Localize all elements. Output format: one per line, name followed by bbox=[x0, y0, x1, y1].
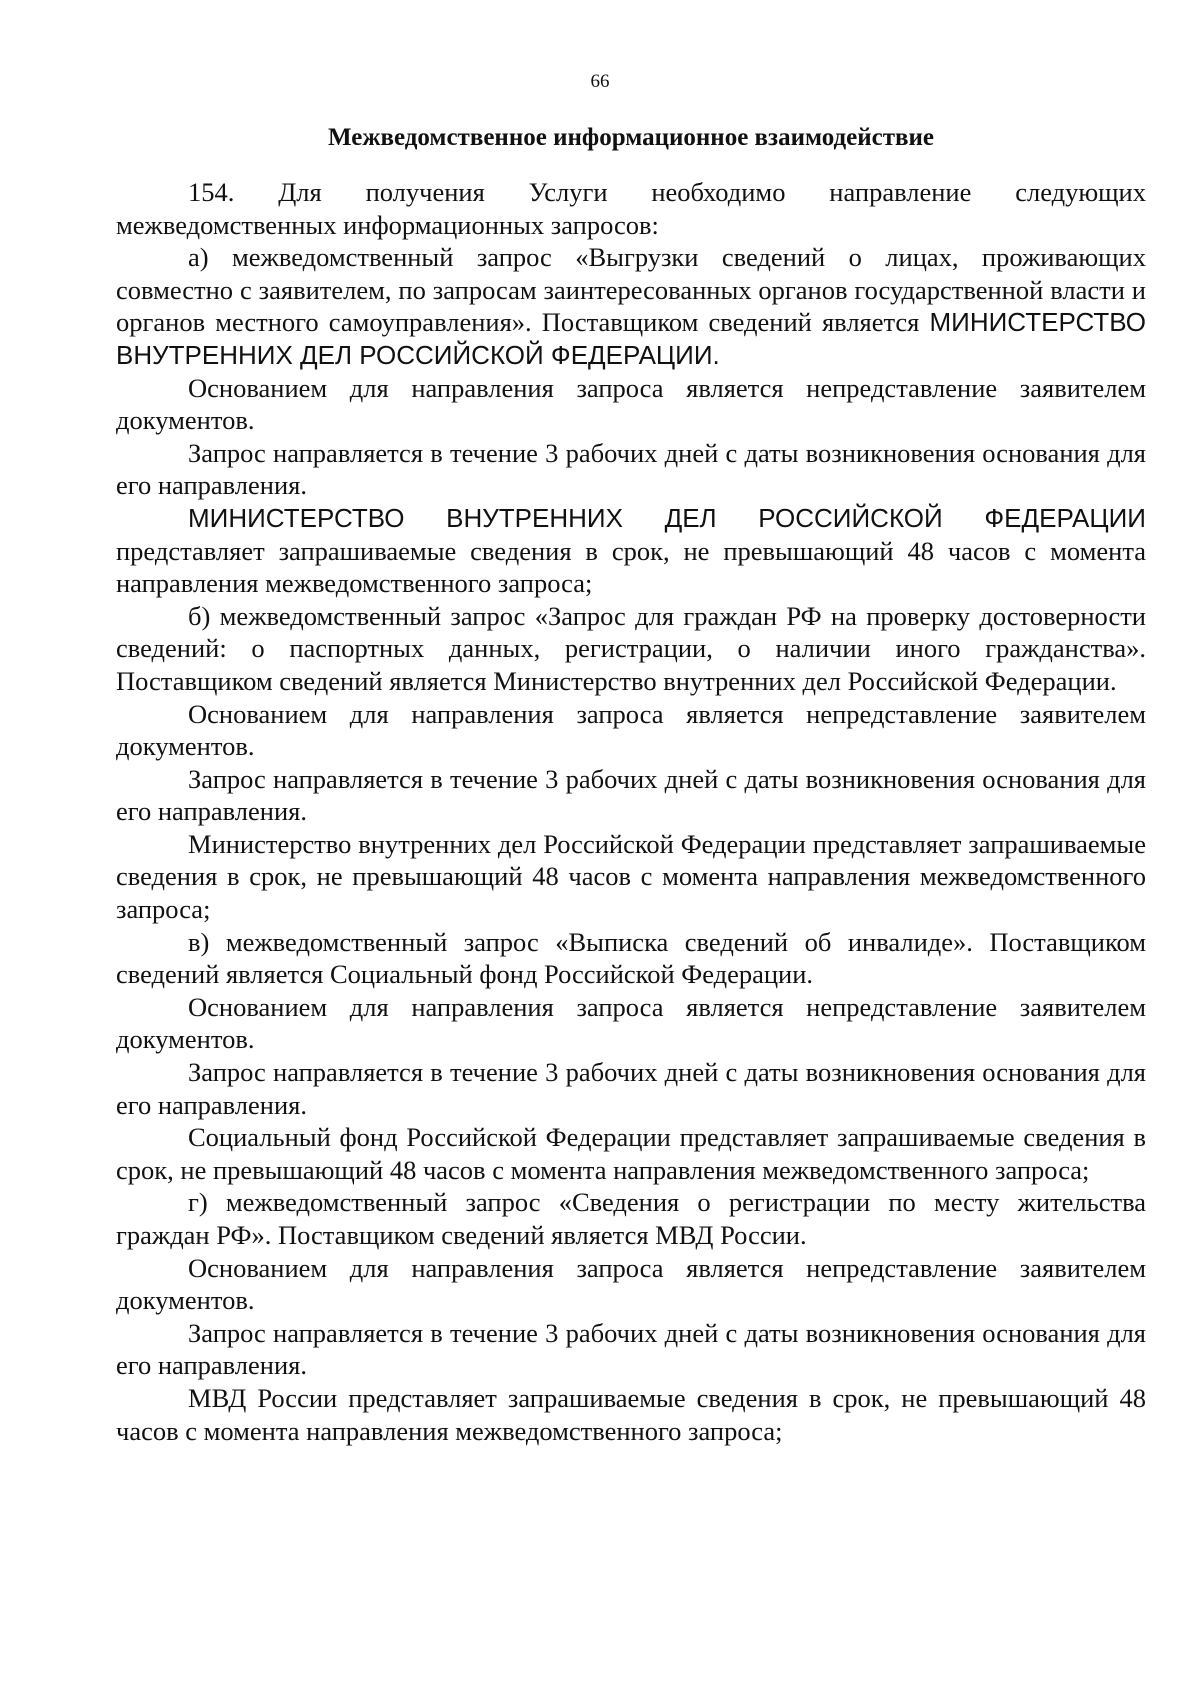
section-heading: Межведомственное информационное взаимодействие bbox=[328, 124, 934, 151]
provider-name-caps: МИНИСТЕРСТВО ВНУТРЕННИХ ДЕЛ РОССИЙСКОЙ ФЕДЕРАЦИИ bbox=[188, 502, 1146, 533]
paragraph-request-a: а) межведомственный запрос «Выгрузки сведений о лицах, проживающих совместно с заявителем, по запросам заинтересованных органов государственной власти и органов местного самоуправления». Поставщиком сведений является МИНИСТЕРСТВО ВНУТРЕННИХ ДЕЛ РОССИЙСКОЙ ФЕДЕРАЦИИ. bbox=[116, 242, 1146, 370]
paragraph-basis-b: Основанием для направления запроса является непредставление заявителем документов. bbox=[116, 698, 1146, 762]
paragraph-request-d: г) межведомственный запрос «Сведения о регистрации по месту жительства граждан РФ». Поставщиком сведений является МВД России. bbox=[116, 1187, 1146, 1250]
paragraph-basis-d: Основанием для направления запроса является непредставление заявителем документов. bbox=[116, 1252, 1146, 1316]
paragraph-response-d: МВД России представляет запрашиваемые сведения в срок, не превышающий 48 часов с момента направления межведомственного запроса; bbox=[116, 1382, 1146, 1446]
paragraph-response-c: Социальный фонд Российской Федерации представляет запрашиваемые сведения в срок, не превышающий 48 часов с момента направления межведомственного запроса; bbox=[116, 1122, 1146, 1185]
provider-name-caps: МИНИСТЕРСТВО ВНУТРЕННИХ ДЕЛ РОССИЙСКОЙ ФЕДЕРАЦИИ. bbox=[116, 307, 1146, 370]
paragraph-deadline-b: Запрос направляется в течение 3 рабочих дней с даты возникновения основания для его направления. bbox=[116, 763, 1146, 827]
document-body bbox=[116, 176, 1146, 1447]
paragraph-basis-a: Основанием для направления запроса является непредставление заявителем документов. bbox=[116, 372, 1146, 436]
paragraph-request-b: б) межведомственный запрос «Запрос для граждан РФ на проверку достоверности сведений: о паспортных данных, регистрации, о наличии иного гражданства». Поставщиком сведений является Министерство внутренних дел Российской Федерации. bbox=[116, 600, 1146, 696]
page-number: 66 bbox=[590, 71, 610, 92]
paragraph-response-a: МИНИСТЕРСТВО ВНУТРЕННИХ ДЕЛ РОССИЙСКОЙ ФЕДЕРАЦИИ представляет запрашиваемые сведения в срок, не превышающий 48 часов с момента направления межведомственного запроса; bbox=[116, 502, 1146, 599]
paragraph-response-b: Министерство внутренних дел Российской Федерации представляет запрашиваемые сведения в срок, не превышающий 48 часов с момента направления межведомственного запроса; bbox=[116, 828, 1146, 925]
paragraph-request-c: в) межведомственный запрос «Выписка сведений об инвалиде». Поставщиком сведений является Социальный фонд Российской Федерации. bbox=[116, 926, 1146, 990]
paragraph-basis-c: Основанием для направления запроса является непредставление заявителем документов. bbox=[116, 991, 1146, 1055]
paragraph-deadline-c: Запрос направляется в течение 3 рабочих дней с даты возникновения основания для его направления. bbox=[116, 1057, 1146, 1120]
paragraph-154-intro: 154. Для получения Услуги необходимо направление следующих межведомственных информационных запросов: bbox=[116, 177, 1146, 240]
paragraph-deadline-a: Запрос направляется в течение 3 рабочих дней с даты возникновения основания для его направления. bbox=[116, 437, 1146, 501]
paragraph-deadline-d: Запрос направляется в течение 3 рабочих дней с даты возникновения основания для его направления. bbox=[116, 1317, 1146, 1381]
